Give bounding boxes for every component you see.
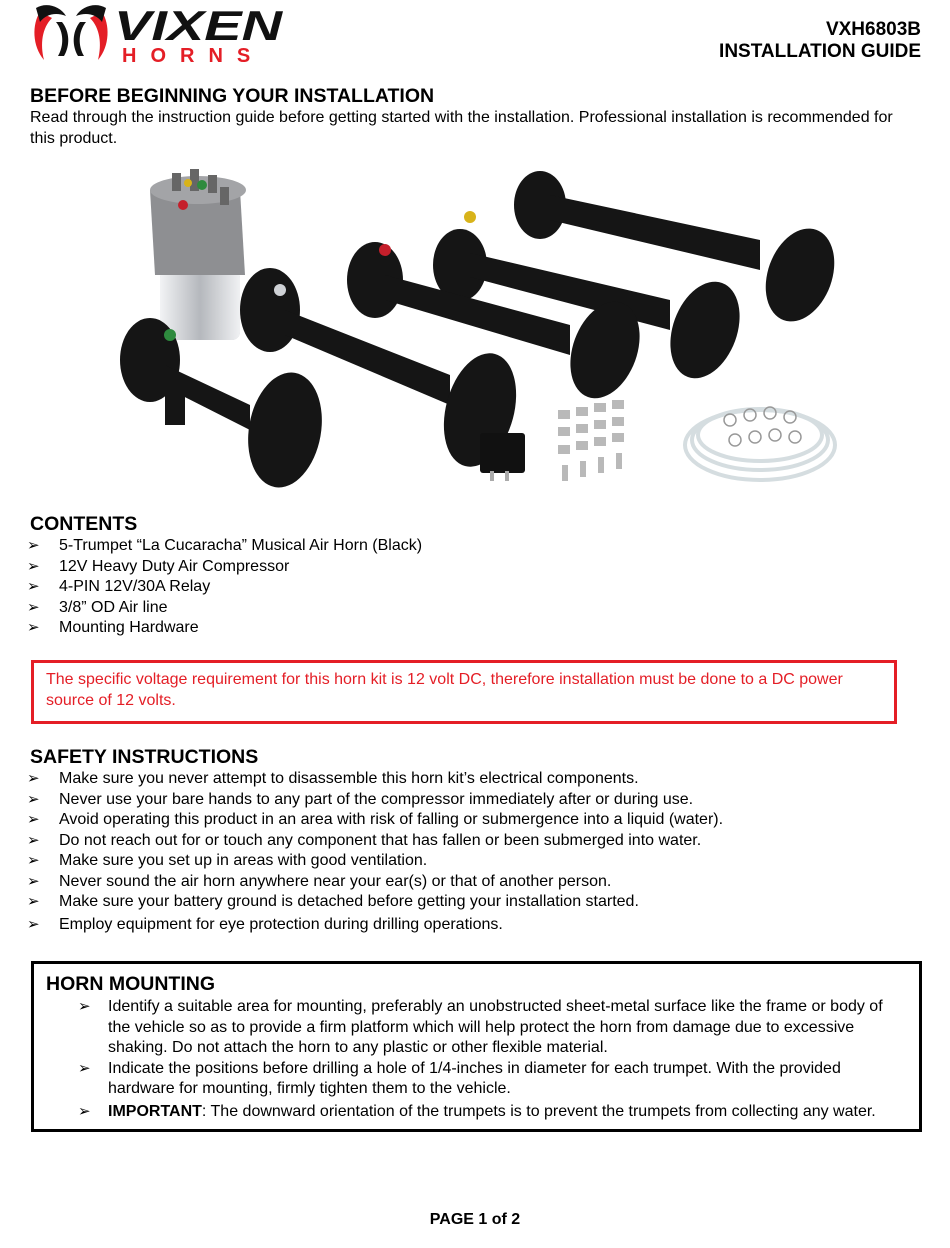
relay-illustration — [480, 433, 525, 481]
arrow-bullet-icon: ➢ — [27, 598, 40, 616]
model-number: VXH6803B — [825, 19, 921, 40]
before-heading: BEFORE BEGINNING YOUR INSTALLATION — [30, 85, 435, 107]
list-item: ➢ Make sure your battery ground is detached before getting your installation started. — [0, 892, 723, 913]
list-item: ➢ Never sound the air horn anywhere near your ear(s) or that of another person. — [0, 872, 723, 893]
list-item: ➢ 4-PIN 12V/30A Relay — [0, 577, 422, 598]
list-item: ➢ Make sure you never attempt to disassemble this horn kit’s electrical components. — [0, 769, 723, 790]
mounting-heading: HORN MOUNTING — [46, 973, 215, 995]
list-item: ➢ Never use your bare hands to any part of the compressor immediately after or during use. — [0, 790, 723, 811]
arrow-bullet-icon: ➢ — [27, 915, 40, 933]
list-item: ➢ 5-Trumpet “La Cucaracha” Musical Air Horn (Black) — [0, 536, 422, 557]
list-item: ➢ IMPORTANT: The downward orientation of the trumpets is to prevent the trumpets from collecting any water. — [47, 1102, 909, 1123]
list-item: ➢ Indicate the positions before drilling a hole of 1/4-inches in diameter for each trumpet. With the provided hardware for mounting, firmly tighten them to the vehicle. — [78, 1059, 841, 1097]
arrow-bullet-icon: ➢ — [27, 578, 40, 595]
list-item: ➢ 12V Heavy Duty Air Compressor — [0, 557, 422, 578]
contents-heading: CONTENTS — [30, 513, 138, 535]
safety-list — [0, 769, 723, 935]
horn-mounting-box — [31, 961, 922, 1132]
trumpet-5 — [514, 171, 840, 331]
air-line-illustration — [685, 407, 835, 480]
arrow-bullet-icon: ➢ — [27, 852, 40, 869]
mounting-list — [47, 997, 909, 1122]
arrow-bullet-icon: ➢ — [27, 872, 40, 890]
arrow-bullet-icon: ➢ — [27, 557, 40, 575]
arrow-bullet-icon: ➢ — [78, 998, 91, 1015]
arrow-bullet-icon: ➢ — [78, 1059, 91, 1077]
list-item: ➢ 3/8” OD Air line — [0, 598, 422, 619]
list-item: ➢ Employ equipment for eye protection during drilling operations. — [0, 915, 723, 936]
list-item: ➢ Make sure you set up in areas with good ventilation. — [0, 851, 723, 872]
svg-text:HORNS: HORNS — [122, 45, 265, 66]
list-item: ➢ Identify a suitable area for mounting, preferably an unobstructed sheet-metal surface like the frame or body of the vehicle so as to provide a firm platform which will help protect the horn from damage due to excessive shaking. Do not attach the horn to any plastic or other flexible material. — [78, 998, 883, 1056]
trumpet-1 — [120, 318, 331, 493]
voltage-warning: The specific voltage requirement for this horn kit is 12 volt DC, therefore installation must be done to a DC power source of 12 volts. — [31, 660, 897, 724]
arrow-bullet-icon: ➢ — [27, 811, 40, 828]
arrow-bullet-icon: ➢ — [27, 770, 40, 787]
important-label: IMPORTANT — [108, 1102, 202, 1120]
list-item: ➢ Mounting Hardware — [0, 618, 422, 639]
before-text: Read through the instruction guide before getting started with the installation. Professional installation is recommended for this product. — [30, 109, 893, 147]
compressor-illustration — [150, 169, 246, 340]
arrow-bullet-icon: ➢ — [27, 831, 40, 849]
svg-text:VIXEN: VIXEN — [114, 2, 285, 49]
arrow-bullet-icon: ➢ — [27, 893, 40, 910]
product-photo — [110, 165, 840, 495]
arrow-bullet-icon: ➢ — [27, 619, 40, 636]
vixen-horns-logo — [30, 2, 285, 66]
document-title: INSTALLATION GUIDE — [719, 41, 921, 62]
page-number: PAGE 1 of 2 — [429, 1211, 521, 1228]
arrow-bullet-icon: ➢ — [78, 1102, 91, 1120]
list-item: ➢ Do not reach out for or touch any component that has fallen or been submerged into water. — [0, 831, 723, 852]
document-header — [719, 19, 921, 63]
mounting-hardware-illustration — [558, 400, 624, 481]
list-item: ➢ Avoid operating this product in an area with risk of falling or submergence into a liquid (water). — [0, 810, 723, 831]
arrow-bullet-icon: ➢ — [27, 790, 40, 808]
safety-heading: SAFETY INSTRUCTIONS — [30, 746, 259, 768]
contents-list — [0, 536, 422, 639]
arrow-bullet-icon: ➢ — [27, 537, 40, 554]
